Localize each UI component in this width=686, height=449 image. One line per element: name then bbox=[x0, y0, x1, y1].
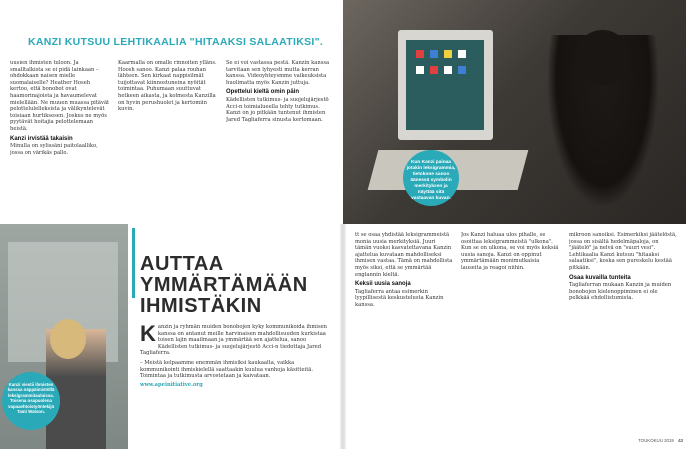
top-col3-heading: Opettelui kieltä omin päin bbox=[226, 89, 300, 96]
bottom-photo-caption: Kanzi viestii ihmisten kanssa näppäimistöllä leksigrammitauluissa. Toisena osapuolena vapaaehtoistyöntekijä Tami Watson. bbox=[7, 382, 55, 415]
bottom-col4-text: mikroon sanoiksi. Esimerkiksi jäätelöstä, jossa on sisältä hedelmäpaloja, on "jäätelö" ja nelvä on "suuri vesi". Lehtikaalia Kanzi kutsuu "hitaaksi salaatiksi", koska sen pureskelu kestää pitkään. bbox=[569, 232, 677, 271]
woman-hair bbox=[50, 319, 86, 359]
page-footer bbox=[613, 438, 683, 443]
kanzi-computer-photo bbox=[343, 0, 686, 224]
bottom-column-4 bbox=[569, 232, 677, 432]
bottom-col2b-text: Tagliaferra antaa esimerkin lyypillisestä keskustelusta Kanzin kanssa. bbox=[355, 288, 444, 308]
website-link[interactable]: www.apeinitiative.org bbox=[140, 381, 203, 388]
title-line-3: IHMISTÄKIN bbox=[140, 295, 262, 317]
bottom-column-2 bbox=[355, 232, 453, 437]
top-column-3 bbox=[226, 60, 336, 220]
bottom-left-text bbox=[128, 224, 343, 449]
bottom-col4-heading: Osaa kuvailla tunteita bbox=[569, 274, 631, 281]
volunteer-photo bbox=[0, 224, 128, 449]
top-col1b-text: Minulla on sylissäni paitolaalliko, jossa on värikäs pallo. bbox=[10, 143, 98, 156]
bottom-column-3 bbox=[461, 232, 561, 437]
top-photo-caption: Kun Kanzi painaa jotakin leksigrammia, tietokone sanoo äänessä symbolin merkityksen ja näyttää sitä vastaavan kuvan. bbox=[406, 160, 456, 201]
bottom-col3-text: Jos Kanzi haluaa ulos pihalle, se osoittaa leksigrammeistä "ulkona". Kun se on ulkona, se voi myös keksiä uusia sanoja. Kanzi on oppinut ymmärtämään monimutkaisia lauseita ja reagoi niihin. bbox=[461, 232, 559, 271]
bottom-col2-text: tt se osaa yhdistää leksigrammeistä monia uusia merkityksiä. Juuri tämän vuoksi kasvatettavana Kanzin ajattelua kuvataan mahdolliseksi ihmisen vastaa. Tämä on mahdollista myös siksi, että se ymmärtää englannin kieltä. bbox=[355, 232, 453, 278]
bottom-col4b-text: Tagliaferran mukaan Kanzin ja muiden bonobojen kielenoppiminen ei ole pelkkää ehdollistumista. bbox=[569, 282, 672, 302]
top-col3-text: Se ei voi vastassa pestä. Kanzin kanssa tarvitaan sen lyhyesti mutta kerran kanssa. Videoyhteysmme vaikeuksista huolimatta myös Kanzin juttuja. bbox=[226, 60, 330, 86]
top-col2-text: Kaarmalla on omalle rinnoiten ylläns. Hoosh sanoo. Kanzi palaa rouhan lähteen. Sen kirkaat nappisilmät tuijottavat kiinnostuneina nyöität toimintaa. Puhumaan suuttuvat hetkeen aikasta, ja kolmesta Kanzilla on hyvin perushuolet ja kertomiin kuvin. bbox=[118, 60, 217, 113]
lead-text: anzin ja ryhmän muiden bonobojen kyky kommunikoida ihmisen kanssa on antanut meille harvinaisen mahdollisuuden kurkistaa toisen lajin maailmaan ja ymmärtää sen ajattelua, sanoo Kädellisten tutkimus- ja suojelujärjestö Acci-n tiedottaja Jared Tagliaferra. bbox=[140, 324, 328, 357]
title-accent-bar bbox=[132, 228, 135, 298]
top-col1-heading: Kanzi irvistää takaisin bbox=[10, 135, 73, 142]
top-column-1 bbox=[10, 60, 110, 210]
title-line-2: YMMÄRTÄMÄÄN bbox=[140, 274, 308, 296]
lead-text-2: – Meistä kelpaamme enemmän ihmisiksi kaukaalta, vaikka kommunikointi ihmiskielellä saattaakin kuulua vanhoja käsitteitä. Toimintaa ja tutkimusta arvostetaan ja kaivataan. bbox=[140, 359, 314, 380]
top-text-block bbox=[0, 0, 343, 224]
drop-cap: K bbox=[140, 324, 156, 346]
top-headline: KANZI KUTSUU LEHTIKAALIA "HITAAKSI SALAATIKSI". bbox=[28, 36, 324, 48]
title-line-1: AUTTAA bbox=[140, 253, 224, 275]
monitor-screen bbox=[406, 40, 484, 130]
lead-paragraph bbox=[140, 324, 335, 442]
top-col3b-text: Kädellisten tutkimus- ja suojelujärjestö Acci-n toimialueella tehty tutkimus. Kanzi on jo pitkään tuntenut ihmisten Jared Tagliaferra sinusta kertomaan. bbox=[226, 96, 329, 123]
article-title bbox=[140, 254, 340, 317]
top-column-2 bbox=[118, 60, 218, 208]
spine-gutter bbox=[340, 224, 346, 449]
folio-text: TOUKOKUU 2019 bbox=[638, 438, 674, 443]
bonobo-head bbox=[575, 30, 630, 85]
bottom-col2-heading: Keksii uusia sanoja bbox=[355, 281, 411, 288]
page-number: 43 bbox=[678, 438, 683, 443]
top-col1-text: uusien ihmisten tuloon. Ja smalltalkista se ei pidä lainkaan – ohdokkaan naisen mielle suomalaiselle? Heather Hoseh kertoo, että bonobot ovat haamorinajoista ja havaumelevat mielellään. Ne muuen muassa pitävät pelottelulelleksista ja välikyntelevät toisiaan hurtiksesen. Joskus ne myös pyytävät hoitajia pelottelemaan heistä. bbox=[10, 60, 110, 132]
bottom-right-text bbox=[343, 224, 686, 449]
